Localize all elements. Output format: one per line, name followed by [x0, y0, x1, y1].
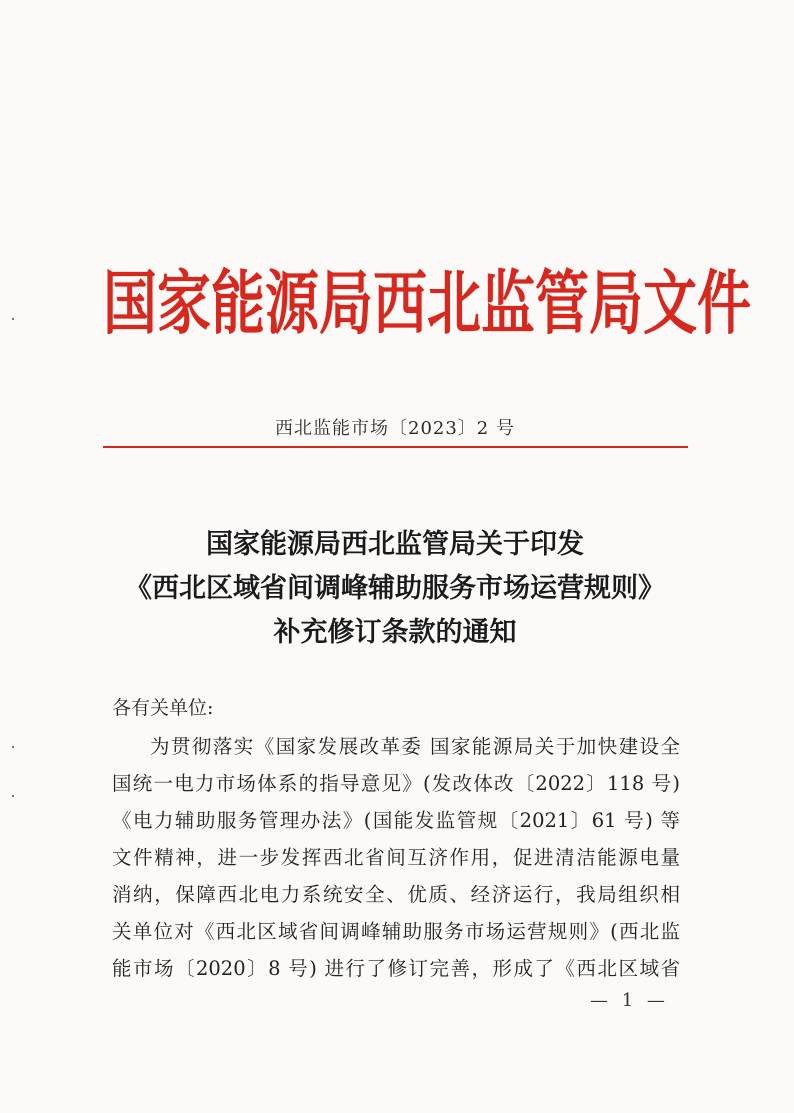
red-divider-line	[103, 446, 688, 448]
page-number: — 1 —	[590, 990, 669, 1011]
body-line: 文件精神，进一步发挥西北省间互济作用，促进清洁能源电量	[112, 846, 680, 869]
document-masthead: 国家能源局西北监管局文件	[103, 263, 751, 344]
body-line: 关单位对《西北区域省间调峰辅助服务市场运营规则》(西北监	[112, 920, 680, 943]
margin-mark	[12, 318, 14, 320]
title-line-1: 国家能源局西北监管局关于印发	[206, 529, 584, 560]
title-line-2: 《西北区域省间调峰辅助服务市场运营规则》	[125, 573, 665, 604]
document-number: 西北监能市场〔2023〕2 号	[275, 418, 515, 439]
margin-mark	[12, 746, 14, 748]
title-line-3: 补充修订条款的通知	[273, 617, 517, 648]
body-line: 为贯彻落实《国家发展改革委 国家能源局关于加快建设全	[150, 735, 680, 758]
body-line: 国统一电力市场体系的指导意见》(发改体改〔2022〕118 号)	[112, 772, 680, 795]
salutation: 各有关单位:	[112, 697, 214, 719]
body-line: 消纳，保障西北电力系统安全、优质、经济运行，我局组织相	[112, 883, 680, 906]
body-line: 《电力辅助服务管理办法》(国能发监管规〔2021〕61 号) 等	[112, 809, 680, 832]
margin-mark	[12, 795, 14, 797]
body-line: 能市场〔2020〕8 号) 进行了修订完善，形成了《西北区域省	[112, 957, 680, 980]
